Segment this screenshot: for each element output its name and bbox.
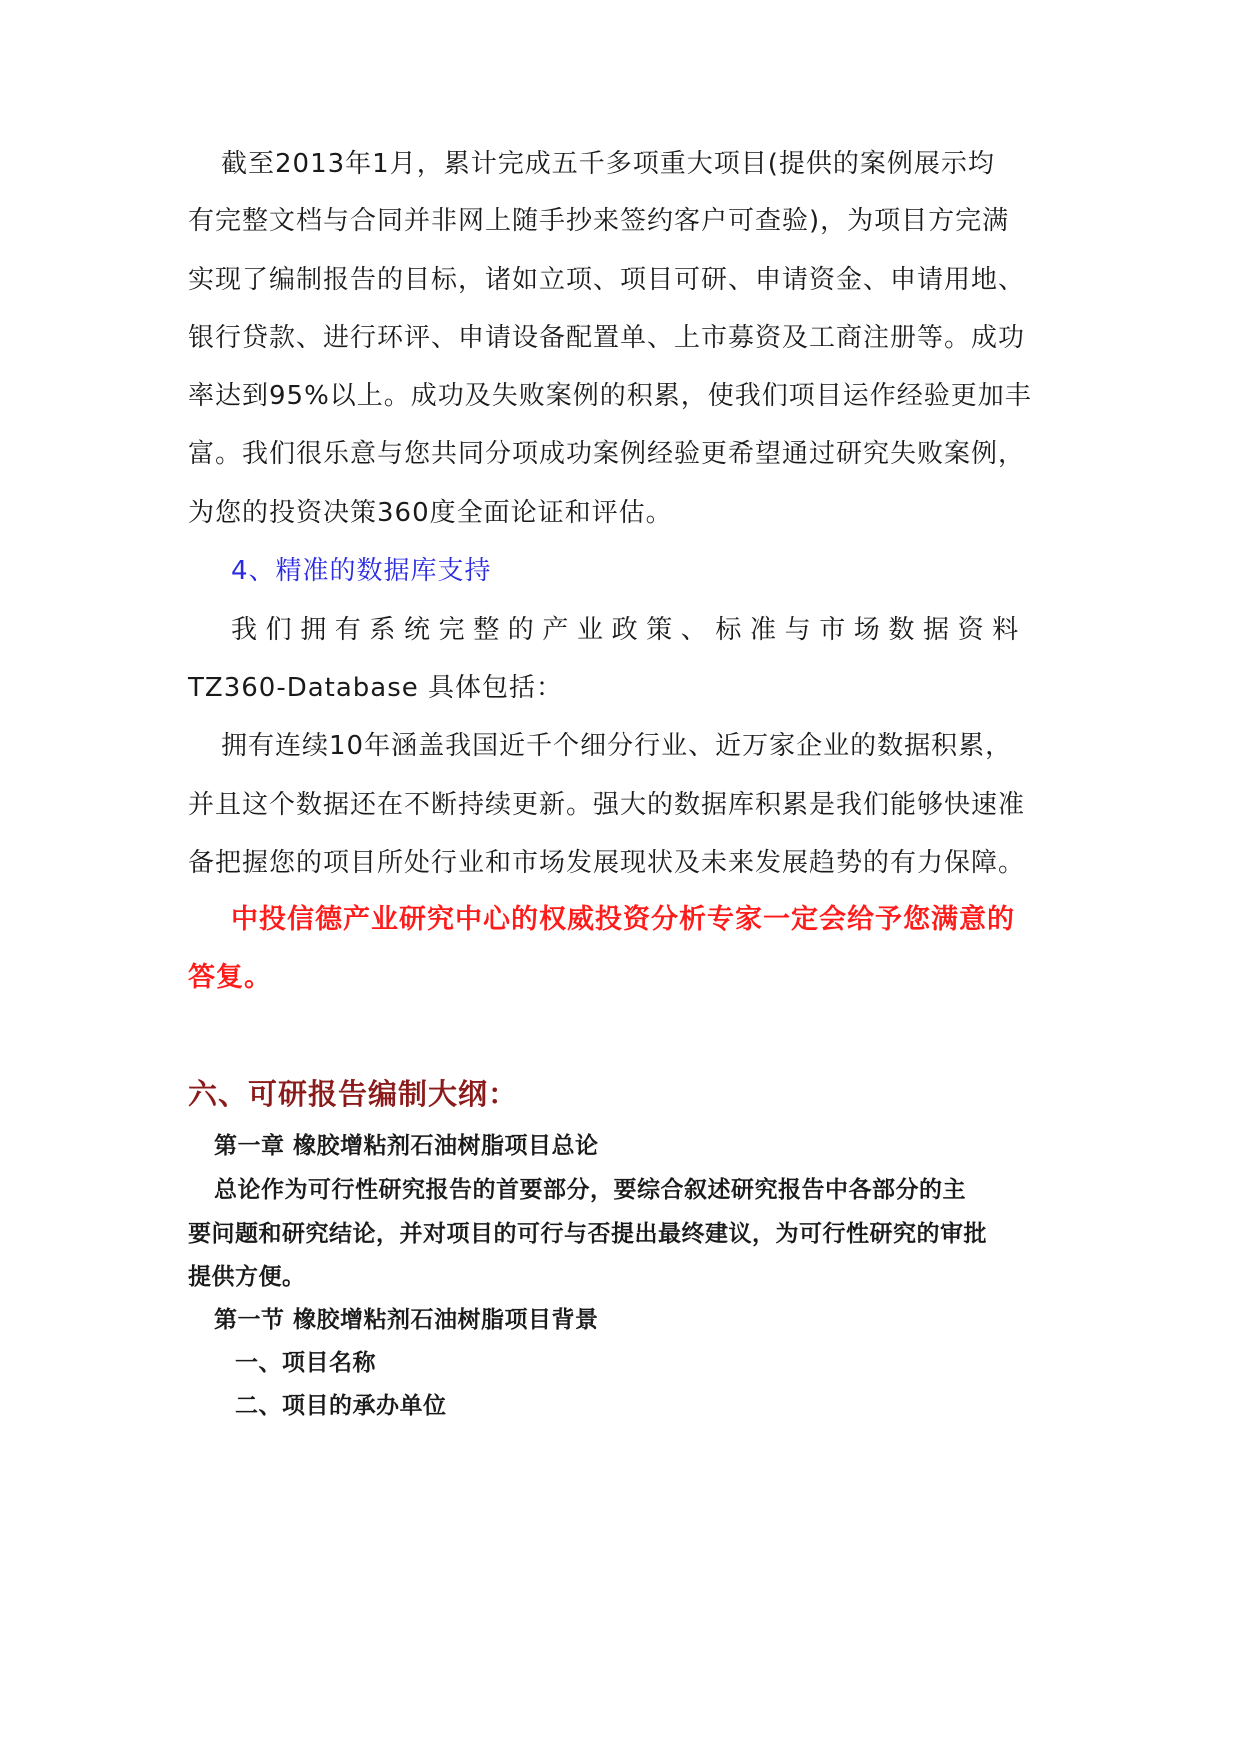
accumulation-line-2: 并且这个数据还在不断持续更新。强大的数据库积累是我们能够快速准 [188,790,1026,820]
cases-line-5: 率达到95%以上。成功及失败案例的积累，使我们项目运作经验更加丰 [188,381,1032,411]
item-project-name: 一、项目名称 [235,1350,376,1376]
section-1-title: 第一节 橡胶增粘剂石油树脂项目背景 [214,1307,599,1333]
chapter-1-intro-line-3: 提供方便。 [188,1264,306,1290]
cases-line-1: 截至2013年1月，累计完成五千多项重大项目(提供的案例展示均 [221,149,995,179]
accumulation-line-1: 拥有连续10年涵盖我国近千个细分行业、近万家企业的数据积累， [221,731,1013,761]
cases-line-2: 有完整文档与合同并非网上随手抄来签约客户可查验)，为项目方完满 [188,206,1010,236]
highlight-line-1: 中投信德产业研究中心的权威投资分析专家一定会给予您满意的 [231,904,1015,935]
cases-line-6: 富。我们很乐意与您共同分项成功案例经验更希望通过研究失败案例， [188,439,1026,469]
chapter-1-intro-line-1: 总论作为可行性研究报告的首要部分，要综合叙述研究报告中各部分的主 [214,1177,966,1203]
highlight-line-2: 答复。 [188,962,272,993]
database-line-2: TZ360-Database 具体包括： [188,673,564,703]
cases-line-4: 银行贷款、进行环评、申请设备配置单、上市募资及工商注册等。成功 [188,323,1026,353]
database-line-1: 我们拥有系统完整的产业政策、标准与市场数据资料 [231,615,1027,645]
cases-line-3: 实现了编制报告的目标，诸如立项、项目可研、申请资金、申请用地、 [188,265,1026,295]
chapter-1-intro-line-2: 要问题和研究结论，并对项目的可行与否提出最终建议，为可行性研究的审批 [188,1221,987,1247]
section-4-title: 4、精准的数据库支持 [231,556,492,586]
cases-line-7: 为您的投资决策360度全面论证和评估。 [188,498,673,528]
chapter-1-title: 第一章 橡胶增粘剂石油树脂项目总论 [214,1133,599,1159]
accumulation-line-3: 备把握您的项目所处行业和市场发展现状及未来发展趋势的有力保障。 [188,848,1026,878]
item-project-undertaker: 二、项目的承办单位 [235,1393,447,1419]
outline-heading: 六、可研报告编制大纲： [188,1077,519,1111]
